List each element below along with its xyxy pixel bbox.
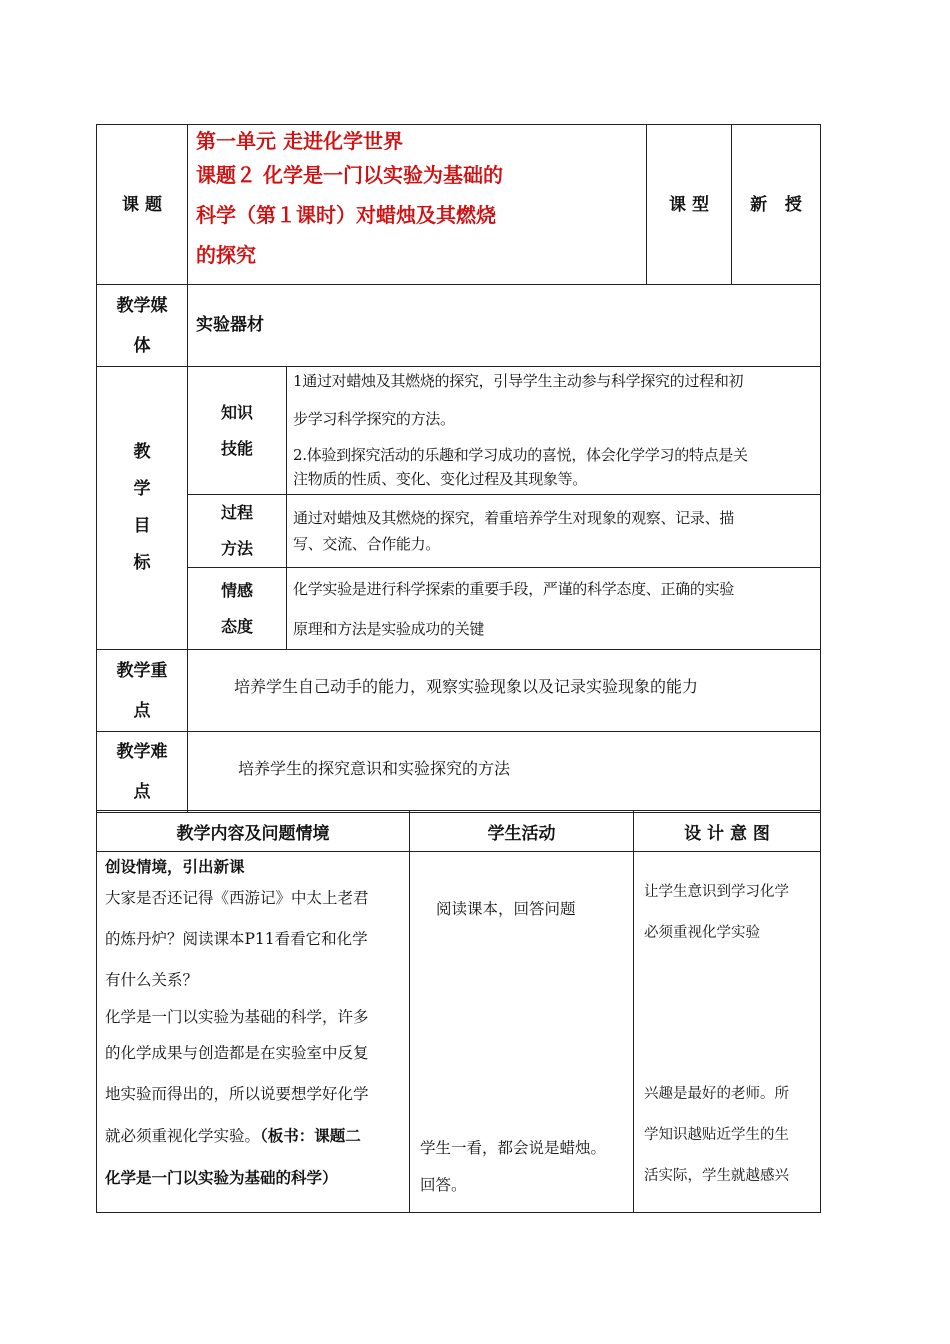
content-line: 有什么关系？ <box>105 971 199 989</box>
activity-answer <box>420 1130 606 1204</box>
goal-attitude-label <box>188 568 287 650</box>
media-value: 实验器材 <box>188 285 821 367</box>
type-value: 新 授 <box>732 125 821 285</box>
difficulty-label-line: 点 <box>133 782 151 802</box>
focus-label-line: 教学重 <box>116 660 168 681</box>
goal-knowledge-text <box>287 367 821 495</box>
content-title: 创设情境，引出新课 <box>105 857 245 876</box>
activity-cell <box>410 852 634 1213</box>
goal-line: 2.体验到探究活动的乐趣和学习成功的喜悦，体会化学学习的特点是关 <box>293 446 748 464</box>
goals-label-char: 学 <box>133 479 151 499</box>
content-cell <box>97 852 410 1213</box>
goal-line: 原理和方法是实验成功的关键 <box>293 619 485 638</box>
header-activity: 学生活动 <box>410 811 634 852</box>
header-content: 教学内容及问题情境 <box>97 811 410 852</box>
topic-label: 课 题 <box>97 125 188 285</box>
intent-line: 活实际，学生就越感兴 <box>644 1168 789 1184</box>
goals-label-char: 教 <box>133 442 151 462</box>
focus-value: 培养学生自己动手的能力，观察实验现象以及记录实验现象的能力 <box>188 650 821 732</box>
media-label <box>97 285 188 367</box>
focus-label <box>97 650 188 732</box>
goal-knowledge-label <box>188 367 287 495</box>
board-note: （板书：课题二 <box>260 1126 361 1145</box>
goal-label-line: 情感 <box>220 580 253 600</box>
goal-line: 写、交流、合作能力。 <box>293 535 441 553</box>
activity-read: 阅读课本，回答问题 <box>436 900 576 918</box>
difficulty-label <box>97 732 188 813</box>
goal-process-text <box>287 495 821 568</box>
topic-line: 的探究 <box>196 243 256 267</box>
goal-label-line: 知识 <box>220 402 253 422</box>
intent-line: 必须重视化学实验 <box>644 925 760 941</box>
intent-line: 让学生意识到学习化学 <box>644 884 789 900</box>
content-line: 大家是否还记得《西游记》中太上老君 <box>105 889 369 907</box>
goal-process-label <box>188 495 287 568</box>
topic-line: 第一单元 走进化学世界 <box>196 129 403 153</box>
board-note-title: 化学是一门以实验为基础的科学） <box>105 1168 338 1187</box>
process-table <box>96 810 821 1213</box>
content-line: 的化学成果与创造都是在实验室中反复 <box>105 1044 369 1062</box>
difficulty-value: 培养学生的探究意识和实验探究的方法 <box>188 732 821 813</box>
goal-line: 1通过对蜡烛及其燃烧的探究，引导学生主动参与科学探究的过程和初 <box>293 372 744 390</box>
difficulty-label-line: 教学难 <box>116 742 168 762</box>
content-line-text: 就必须重视化学实验。 <box>105 1127 261 1145</box>
goal-line: 通过对蜡烛及其燃烧的探究，着重培养学生对现象的观察、记录、描 <box>293 509 735 527</box>
topic-line: 课题２ 化学是一门以实验为基础的 <box>196 163 503 187</box>
goal-label-line: 方法 <box>220 539 253 558</box>
intent-block-1 <box>644 872 789 954</box>
goals-label-char: 标 <box>133 553 151 573</box>
goal-attitude-text <box>287 568 821 650</box>
intent-line: 兴趣是最好的老师。所 <box>644 1086 789 1102</box>
goal-label-line: 技能 <box>220 438 253 458</box>
intent-cell <box>634 852 821 1213</box>
lesson-plan-table <box>96 124 821 813</box>
content-line: 的炼丹炉？阅读课本P11看看它和化学 <box>105 930 368 948</box>
topic-title <box>188 125 647 285</box>
activity-answer-line: 回答。 <box>420 1176 467 1194</box>
content-line: 化学是一门以实验为基础的科学，许多 <box>105 1008 369 1026</box>
activity-answer-line: 学生一看，都会说是蜡烛。 <box>420 1139 607 1157</box>
goal-line: 化学实验是进行科学探索的重要手段，严谨的科学态度、正确的实验 <box>293 579 735 598</box>
focus-label-line: 点 <box>133 700 151 721</box>
header-intent: 设 计 意 图 <box>634 811 821 852</box>
content-line <box>105 1115 409 1157</box>
goal-line: 注物质的性质、变化、变化过程及其现象等。 <box>293 470 588 488</box>
goal-label-line: 态度 <box>220 616 253 636</box>
goals-label-char: 目 <box>133 516 151 536</box>
media-label-line: 教学媒 <box>116 295 168 316</box>
intent-line: 学知识越贴近学生的生 <box>644 1127 789 1143</box>
content-line: 地实验而得出的，所以说要想学好化学 <box>105 1085 369 1103</box>
topic-line: 科学（第１课时）对蜡烛及其燃烧 <box>196 203 496 227</box>
goal-line: 步学习科学探究的方法。 <box>293 410 455 428</box>
intent-block-2 <box>644 1074 789 1197</box>
goal-label-line: 过程 <box>220 503 253 522</box>
media-label-line: 体 <box>133 335 151 356</box>
type-label: 课 型 <box>647 125 732 285</box>
goals-label <box>97 367 188 650</box>
